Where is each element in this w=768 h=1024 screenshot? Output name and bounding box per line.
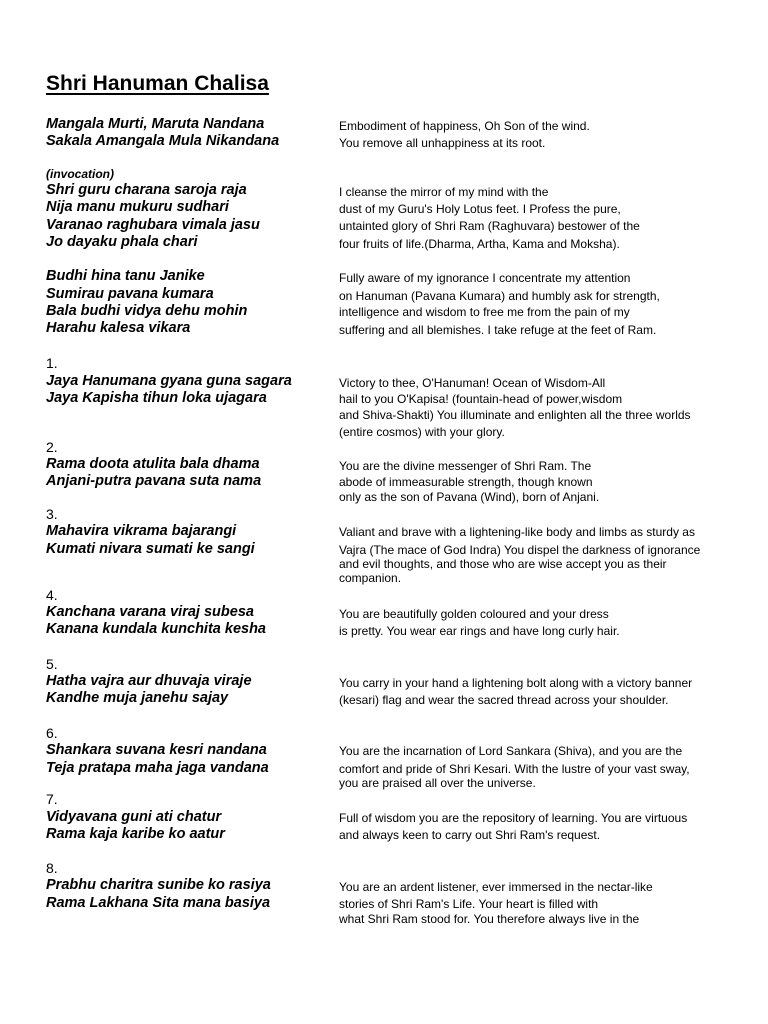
verse-number: 2.: [46, 439, 58, 455]
translation-line: Valiant and brave with a lightening-like body and limbs as sturdy as: [339, 525, 695, 539]
verse-line: Shankara suvana kesri nandana: [46, 742, 267, 758]
translation-line: and Shiva-Shakti) You illuminate and enlighten all the three worlds: [339, 408, 691, 422]
translation-line: hail to you O'Kapisa! (fountain-head of power,wisdom: [339, 392, 623, 406]
verse-line: Anjani-putra pavana suta nama: [46, 473, 262, 489]
translation-line: You remove all unhappiness at its root.: [339, 136, 546, 150]
verse-line: Kanana kundala kunchita kesha: [46, 621, 266, 637]
translation-line: stories of Shri Ram's Life. Your heart is filled with: [339, 897, 599, 911]
verse-line: Harahu kalesa vikara: [46, 320, 191, 336]
verse-line: Rama Lakhana Sita mana basiya: [46, 895, 271, 911]
verse-number: 8.: [46, 860, 58, 876]
verse-line: Shri guru charana saroja raja: [46, 182, 247, 198]
verse-line: Jaya Kapisha tihun loka ujagara: [46, 390, 267, 406]
translation-line: Full of wisdom you are the repository of learning. You are virtuous: [339, 811, 688, 825]
verse-line: Bala budhi vidya dehu mohin: [46, 303, 248, 319]
translation-line: companion.: [339, 571, 402, 585]
translation-line: Embodiment of happiness, Oh Son of the wind.: [339, 119, 590, 133]
translation-line: Vajra (The mace of God Indra) You dispel the darkness of ignorance: [339, 543, 701, 557]
translation-line: untainted glory of Shri Ram (Raghuvara) bestower of the: [339, 219, 640, 233]
verse-line: Kandhe muja janehu sajay: [46, 690, 229, 706]
translation-line: dust of my Guru's Holy Lotus feet. I Profess the pure,: [339, 202, 621, 216]
translation-line: four fruits of life.(Dharma, Artha, Kama and Moksha).: [339, 237, 620, 251]
translation-line: I cleanse the mirror of my mind with the: [339, 185, 549, 199]
translation-line: You are beautifully golden coloured and your dress: [339, 607, 609, 621]
translation-line: Fully aware of my ignorance I concentrate my attention: [339, 271, 631, 285]
verse-line: Teja pratapa maha jaga vandana: [46, 760, 269, 776]
translation-line: abode of immeasurable strength, though known: [339, 475, 593, 489]
invocation-label: (invocation): [46, 167, 114, 181]
verse-line: Rama doota atulita bala dhama: [46, 456, 260, 472]
translation-line: You are the incarnation of Lord Sankara (Shiva), and you are the: [339, 744, 683, 758]
verse-number: 5.: [46, 656, 58, 672]
verse-line: Mahavira vikrama bajarangi: [46, 523, 237, 539]
verse-line: Kanchana varana viraj subesa: [46, 604, 254, 620]
translation-line: (entire cosmos) with your glory.: [339, 425, 505, 439]
translation-line: You are the divine messenger of Shri Ram. The: [339, 459, 592, 473]
verse-line: Mangala Murti, Maruta Nandana: [46, 116, 265, 132]
verse-number: 4.: [46, 587, 58, 603]
verse-line: Jo dayaku phala chari: [46, 234, 198, 250]
verse-number: 7.: [46, 791, 58, 807]
translation-line: intelligence and wisdom to free me from the pain of my: [339, 305, 630, 319]
translation-line: (kesari) flag and wear the sacred thread across your shoulder.: [339, 693, 669, 707]
verse-line: Sumirau pavana kumara: [46, 286, 214, 302]
translation-line: and evil thoughts, and those who are wise accept you as their: [339, 557, 667, 571]
translation-line: Victory to thee, O'Hanuman! Ocean of Wisdom-All: [339, 376, 606, 390]
verse-number: 3.: [46, 506, 58, 522]
verse-number: 1.: [46, 355, 58, 371]
translation-line: suffering and all blemishes. I take refuge at the feet of Ram.: [339, 323, 657, 337]
verse-line: Varanao raghubara vimala jasu: [46, 217, 260, 233]
verse-line: Prabhu charitra sunibe ko rasiya: [46, 877, 271, 893]
page-title: Shri Hanuman Chalisa: [46, 72, 269, 95]
translation-line: comfort and pride of Shri Kesari. With the lustre of your vast sway,: [339, 762, 690, 776]
verse-line: Sakala Amangala Mula Nikandana: [46, 133, 280, 149]
verse-line: Nija manu mukuru sudhari: [46, 199, 229, 215]
verse-line: Budhi hina tanu Janike: [46, 268, 205, 284]
translation-line: You carry in your hand a lightening bolt along with a victory banner: [339, 676, 693, 690]
verse-line: Rama kaja karibe ko aatur: [46, 826, 225, 842]
translation-line: and always keen to carry out Shri Ram's request.: [339, 828, 601, 842]
translation-line: is pretty. You wear ear rings and have long curly hair.: [339, 624, 620, 638]
translation-line: you are praised all over the universe.: [339, 776, 536, 790]
translation-line: You are an ardent listener, ever immersed in the nectar-like: [339, 880, 653, 894]
translation-line: what Shri Ram stood for. You therefore always live in the: [339, 912, 640, 926]
verse-line: Kumati nivara sumati ke sangi: [46, 541, 255, 557]
translation-line: on Hanuman (Pavana Kumara) and humbly ask for strength,: [339, 289, 660, 303]
verse-line: Jaya Hanumana gyana guna sagara: [46, 373, 292, 389]
verse-line: Hatha vajra aur dhuvaja viraje: [46, 673, 252, 689]
verse-line: Vidyavana guni ati chatur: [46, 809, 222, 825]
translation-line: only as the son of Pavana (Wind), born of Anjani.: [339, 490, 600, 504]
verse-number: 6.: [46, 725, 58, 741]
